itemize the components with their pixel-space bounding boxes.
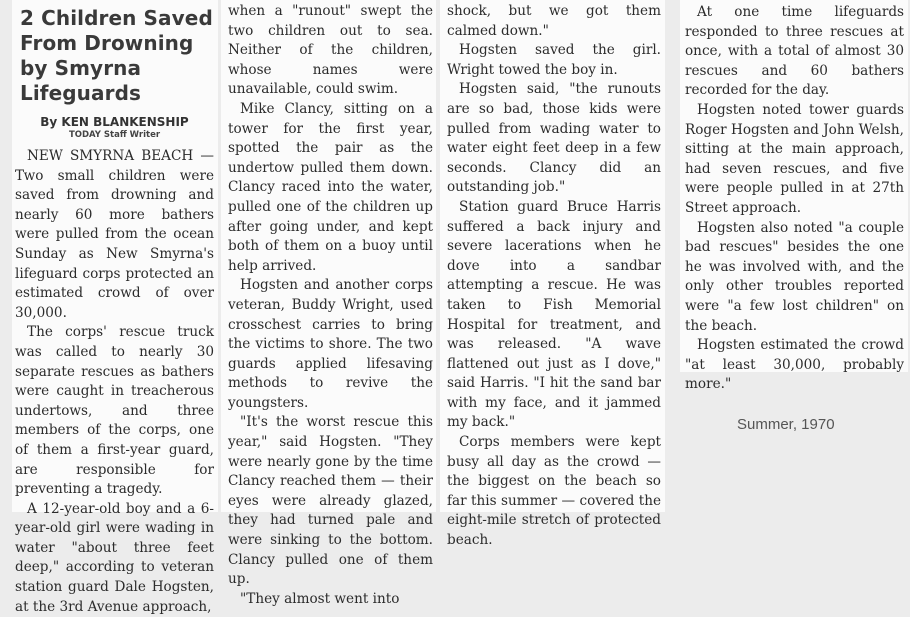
article-column-2	[221, 0, 436, 607]
headline: 2 Children Saved From Drowning by Smyrna Lifeguards	[20, 6, 213, 105]
paragraph: A 12-year-old boy and a 6-year-old girl were wading in water "about three feet deep," according to veteran station guard Dale Hogsten, at the 3rd Avenue approach,	[15, 500, 214, 615]
paragraph: Station guard Bruce Harris suffered a back injury and severe lacerations when he dove into a sandbar attempting a rescue. He was taken to Fish Memorial Hospital for treatment, and was released. "A wave flattened out just as I dove," said Harris. "I hit the sand bar with my face, and it jammed my back."	[447, 198, 661, 431]
paragraph: Hogsten noted tower guards Roger Hogsten and John Welsh, sitting at the main approach, had seven rescues, and five were people pulled in at 27th Street approach.	[685, 101, 904, 216]
article-column-4	[680, 0, 908, 393]
paragraph: Hogsten and another corps veteran, Buddy Wright, used crosschest carries to bring the victims to shore. The two guards applied lifesaving methods to revive the youngsters.	[228, 277, 433, 411]
paragraph: The corps' rescue truck was called to nearly 30 separate rescues as bathers were caught in treacherous undertows, and three members of the corps, one of them a first-year guard, are responsible for preventing a tragedy.	[15, 324, 214, 498]
paragraph: shock, but we got them calmed down."	[447, 3, 661, 39]
paragraph: Hogsten also noted "a couple bad rescues" besides the one he was involved with, and the only other troubles reported were "a few lost children" on the beach.	[685, 219, 904, 334]
paragraph: "They almost went into	[240, 590, 400, 607]
paragraph: Hogsten said, "the runouts are so bad, those kids were pulled from wading water to water eight feet deep in a few seconds. Clancy did an outstanding job."	[447, 81, 661, 196]
article-column-3	[440, 0, 665, 549]
photo-date-caption: Summer, 1970	[737, 416, 835, 433]
paragraph: Corps members were kept busy all day as the crowd — the biggest on the beach so far this summer — covered the eight-mile stretch of protected beach.	[447, 434, 661, 549]
byline-credit: TODAY Staff Writer	[68, 130, 161, 140]
paragraph: Hogsten saved the girl. Wright towed the boy in.	[447, 42, 661, 78]
paragraph: Hogsten estimated the crowd "at least 30,000, probably more."	[685, 337, 904, 393]
article-column-1	[12, 0, 218, 615]
byline: By KEN BLANKENSHIP	[40, 115, 189, 129]
paragraph: when a "runout" swept the two children out to sea. Neither of the children, whose names were unavailable, could swim.	[228, 3, 433, 98]
paragraph: Mike Clancy, sitting on a tower for the first year, spotted the pair as the undertow pulled them down. Clancy raced into the water, pulled one of the children up after going under, and kept both of them on a buoy until help arrived.	[228, 100, 433, 274]
paragraph: NEW SMYRNA BEACH — Two small children were saved from drowning and nearly 60 more bathers were pulled from the ocean Sunday as New Smyrna's lifeguard corps protected an estimated crowd of over 30,000.	[15, 148, 214, 321]
paragraph: "It's the worst rescue this year," said Hogsten. "They were nearly gone by the time Clancy reached them — their eyes were already glazed, they had turned pale and were sinking to the bottom. Clancy pulled one of them up.	[228, 414, 433, 588]
paragraph: At one time lifeguards responded to three rescues at once, with a total of almost 30 rescues and 60 bathers recorded for the day.	[685, 4, 904, 99]
